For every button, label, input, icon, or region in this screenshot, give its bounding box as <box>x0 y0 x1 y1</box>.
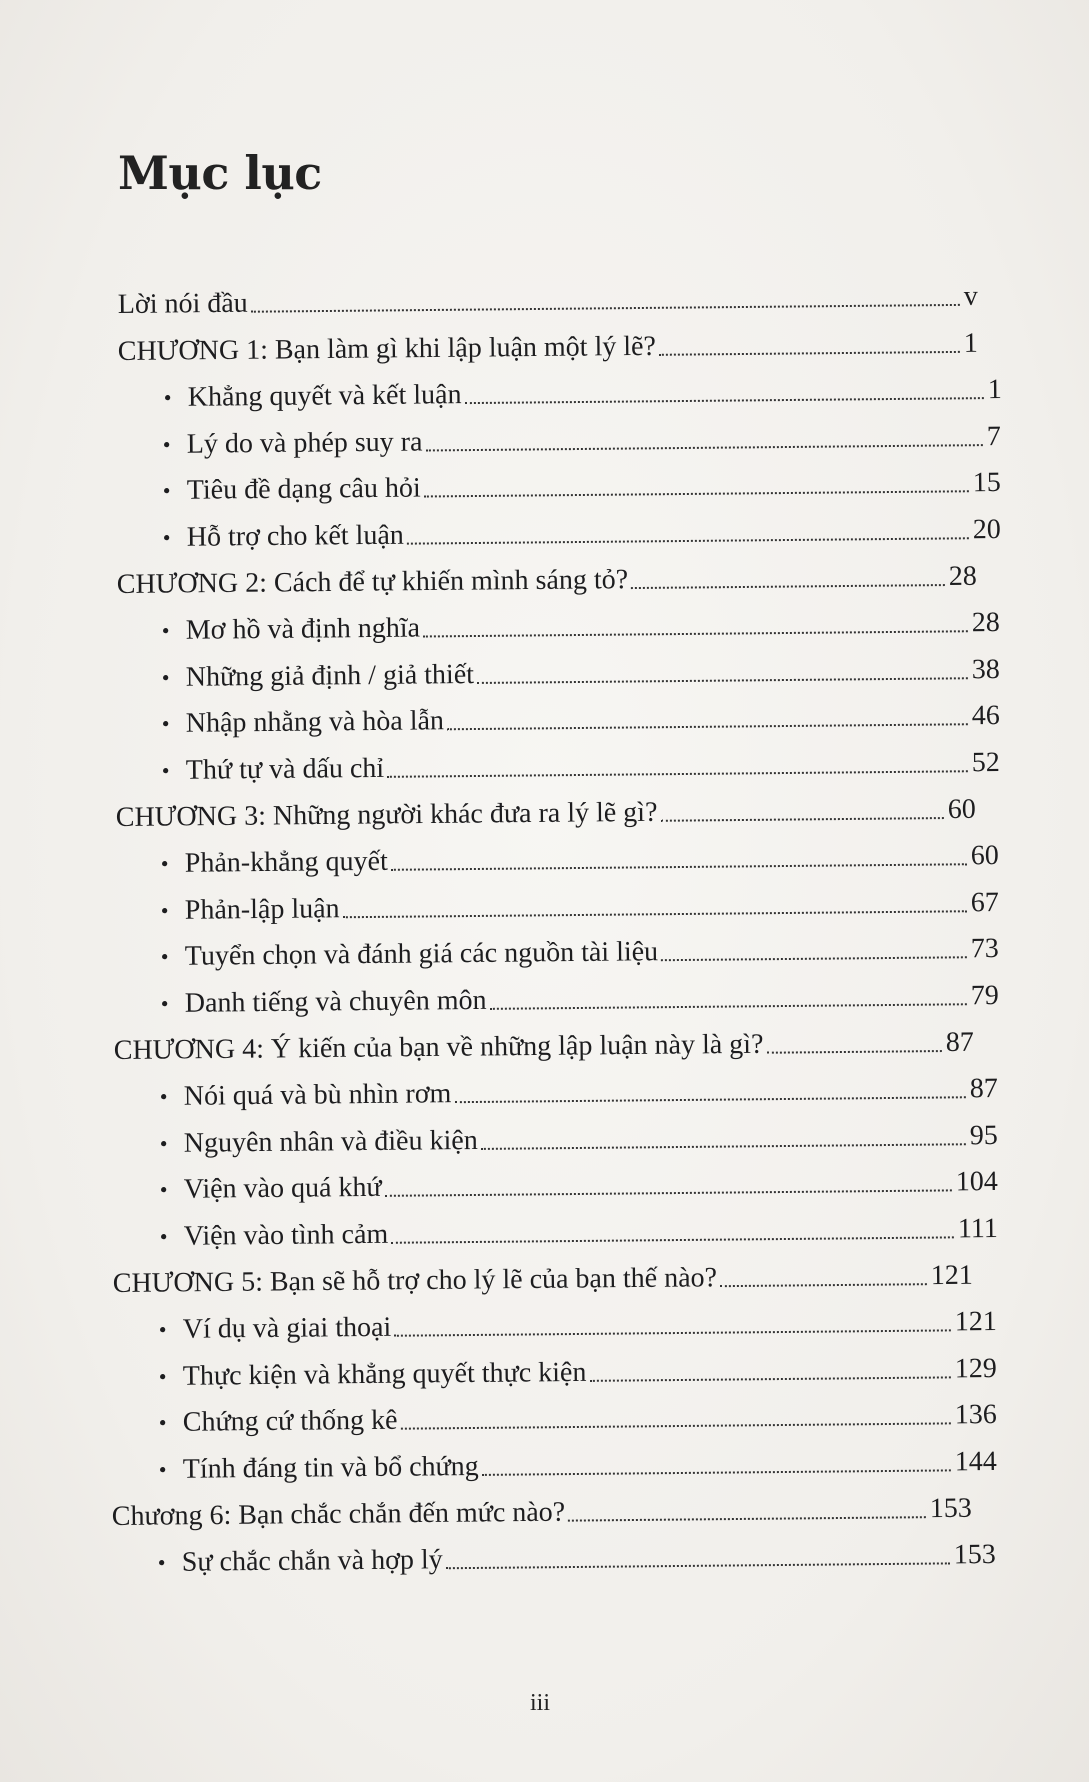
dot-leader <box>391 1236 954 1243</box>
toc-entry-label: Thực kiện và khẳng quyết thực kiện <box>182 1356 587 1392</box>
toc-page-number: 1 <box>963 327 978 359</box>
toc-page-number: 15 <box>972 467 1002 499</box>
toc-entry-label: CHƯƠNG 1: Bạn làm gì khi lập luận một lý lẽ? <box>117 330 656 367</box>
bullet-icon: • <box>162 618 171 644</box>
toc-chapter-entry <box>114 1025 974 1067</box>
toc-page-number: v <box>963 280 978 312</box>
dot-leader <box>631 584 945 589</box>
toc-entry-label: Ví dụ và giai thoại <box>182 1311 392 1345</box>
toc-subentry <box>160 1072 998 1114</box>
dot-leader <box>424 491 969 498</box>
bullet-icon: • <box>158 1456 167 1483</box>
toc-page-number: 67 <box>970 886 1000 919</box>
bullet-icon: • <box>158 1317 167 1343</box>
toc-page-number: 60 <box>947 793 976 825</box>
toc-entry-label: Tiêu đề dạng câu hỏi <box>186 472 421 507</box>
bullet-icon: • <box>159 1130 168 1156</box>
toc-entry-label: Khẳng quyết và kết luận <box>187 379 462 413</box>
bullet-icon: • <box>157 1550 166 1576</box>
toc-entry-label: CHƯƠNG 4: Ý kiến của bạn về những lập luận này là gì? <box>114 1028 765 1066</box>
toc-entry-label: Nói quá và bù nhìn rơm <box>183 1078 452 1112</box>
toc-entry-label: Phản-lập luận <box>184 893 340 926</box>
bullet-icon: • <box>161 757 170 784</box>
dot-leader <box>407 537 969 544</box>
toc-page-number: 73 <box>970 933 999 965</box>
toc-page-number: 87 <box>946 1026 975 1058</box>
dot-leader <box>477 677 968 684</box>
dot-leader <box>489 1003 966 1010</box>
toc-page-number: 20 <box>972 513 1001 546</box>
dot-leader <box>384 1190 951 1197</box>
bullet-icon: • <box>158 1410 167 1436</box>
toc-page-number: 144 <box>954 1445 997 1478</box>
bullet-icon: • <box>160 990 169 1017</box>
bullet-icon: • <box>159 1223 168 1250</box>
toc-entry-label: Mơ hồ và định nghĩa <box>186 612 421 646</box>
bullet-icon: • <box>161 711 170 737</box>
toc-page-number: 38 <box>971 653 1001 686</box>
bullet-icon: • <box>161 851 170 877</box>
toc-subentry <box>158 1538 996 1580</box>
toc-entry-label: Viện vào quá khứ <box>183 1172 382 1206</box>
toc-page-number: 7 <box>986 420 1002 452</box>
toc-subentry <box>161 839 999 881</box>
dot-leader <box>659 351 960 356</box>
toc-subentry <box>159 1305 997 1347</box>
toc-page-number: 121 <box>954 1306 998 1338</box>
toc-entry-label: CHƯƠNG 2: Cách để tự khiến mình sáng tỏ? <box>116 563 628 600</box>
toc-entry-label: Lời nói đầu <box>117 287 248 321</box>
dot-leader <box>400 1423 950 1430</box>
bullet-icon: • <box>160 944 169 970</box>
bullet-icon: • <box>160 897 169 923</box>
dot-leader <box>464 397 983 404</box>
toc-page-number: 129 <box>954 1352 997 1385</box>
bullet-icon: • <box>163 431 171 457</box>
dot-leader <box>720 1283 927 1287</box>
toc-subentry <box>162 653 1000 695</box>
toc-page-number: 87 <box>969 1073 999 1105</box>
dot-leader <box>660 817 943 822</box>
toc-entry-label: CHƯƠNG 3: Những người khác đưa ra lý lẽ gì? <box>115 796 658 833</box>
toc-subentry <box>163 373 1001 415</box>
toc-subentry <box>158 1445 996 1487</box>
toc-subentry <box>163 513 1001 555</box>
toc-chapter-entry <box>115 792 975 834</box>
toc-entry-label: Lý do và phép suy ra <box>187 426 423 460</box>
toc-subentry <box>159 1352 997 1394</box>
toc-subentry <box>158 1398 996 1440</box>
dot-leader <box>447 724 968 731</box>
dot-leader <box>426 444 983 451</box>
dot-leader <box>423 630 968 637</box>
bullet-icon: • <box>162 478 171 504</box>
dot-leader <box>391 863 967 871</box>
toc-subentry <box>163 420 1001 462</box>
dot-leader <box>251 304 960 313</box>
toc-entry-label: Viện vào tình cảm <box>183 1218 388 1252</box>
toc-subentry <box>163 466 1001 508</box>
toc-subentry <box>159 1165 997 1207</box>
toc-entry-label: Hỗ trợ cho kết luận <box>186 519 404 553</box>
toc-entry-label: Nguyên nhân và điều kiện <box>183 1124 478 1159</box>
toc-page-number: 28 <box>948 560 977 592</box>
toc-page-number: 136 <box>954 1399 997 1431</box>
toc-subentry <box>160 1119 998 1161</box>
toc-chapter-entry <box>118 280 978 322</box>
toc-subentry <box>159 1212 997 1254</box>
toc-subentry <box>162 606 1000 648</box>
dot-leader <box>589 1376 950 1381</box>
toc-subentry <box>161 746 999 788</box>
toc-page-number: 28 <box>972 607 1001 639</box>
toc-entry-label: Tuyển chọn và đánh giá các nguồn tài liệu <box>184 936 659 973</box>
bullet-icon: • <box>159 1084 168 1110</box>
dot-leader <box>394 1330 951 1337</box>
dot-leader <box>387 770 968 778</box>
toc-entry-label: Sự chắc chắn và hợp lý <box>181 1544 443 1578</box>
dot-leader <box>481 1143 966 1150</box>
toc-page-number: 104 <box>955 1166 998 1198</box>
bullet-icon: • <box>161 664 170 690</box>
toc-page-number: 153 <box>929 1492 973 1524</box>
dot-leader <box>343 910 967 918</box>
toc-entry-label: Những giả định / giả thiết <box>185 658 475 693</box>
toc-page-number: 121 <box>931 1259 974 1291</box>
toc-page-number: 111 <box>957 1212 998 1245</box>
toc-entry-label: Thứ tự và dấu chỉ <box>185 752 385 786</box>
toc-entry-label: Chương 6: Bạn chắc chắn đến mức nào? <box>111 1496 566 1532</box>
dot-leader <box>455 1096 966 1103</box>
toc-page-number: 60 <box>971 840 1000 872</box>
toc-entry-label: Phản-khẳng quyết <box>185 846 389 879</box>
bullet-icon: • <box>163 385 172 411</box>
page-title: Mục lục <box>118 146 322 200</box>
toc-page-number: 79 <box>970 979 999 1012</box>
bullet-icon: • <box>159 1177 168 1203</box>
page-number: iii <box>530 1690 551 1716</box>
toc-entry-label: Tính đáng tin và bổ chứng <box>182 1450 479 1485</box>
toc-chapter-entry <box>112 1491 972 1533</box>
bullet-icon: • <box>158 1363 167 1389</box>
toc-entry-label: Nhập nhằng và hòa lẫn <box>185 705 445 740</box>
toc-page-number: 95 <box>969 1119 998 1152</box>
toc-page-number: 1 <box>987 374 1002 406</box>
toc-subentry <box>161 886 999 928</box>
toc-chapter-entry <box>117 326 977 368</box>
bullet-icon: • <box>162 524 171 551</box>
toc-subentry <box>161 932 999 974</box>
toc-entry-label: CHƯƠNG 5: Bạn sẽ hỗ trợ cho lý lẽ của bạn thế nào? <box>113 1261 718 1299</box>
toc-subentry <box>160 979 998 1021</box>
toc-chapter-entry <box>116 559 976 601</box>
toc-page-number: 153 <box>953 1539 996 1571</box>
dot-leader <box>481 1469 950 1476</box>
dot-leader <box>446 1563 950 1570</box>
toc-entry-label: Danh tiếng và chuyên môn <box>184 984 487 1019</box>
dot-leader <box>661 957 967 962</box>
toc-entry-label: Chứng cứ thống kê <box>182 1405 398 1439</box>
dot-leader <box>569 1516 927 1521</box>
dot-leader <box>767 1050 942 1054</box>
toc-page-number: 52 <box>971 746 1000 779</box>
toc-chapter-entry <box>113 1258 973 1300</box>
toc-page-number: 46 <box>971 700 1000 732</box>
toc-subentry <box>162 699 1000 741</box>
